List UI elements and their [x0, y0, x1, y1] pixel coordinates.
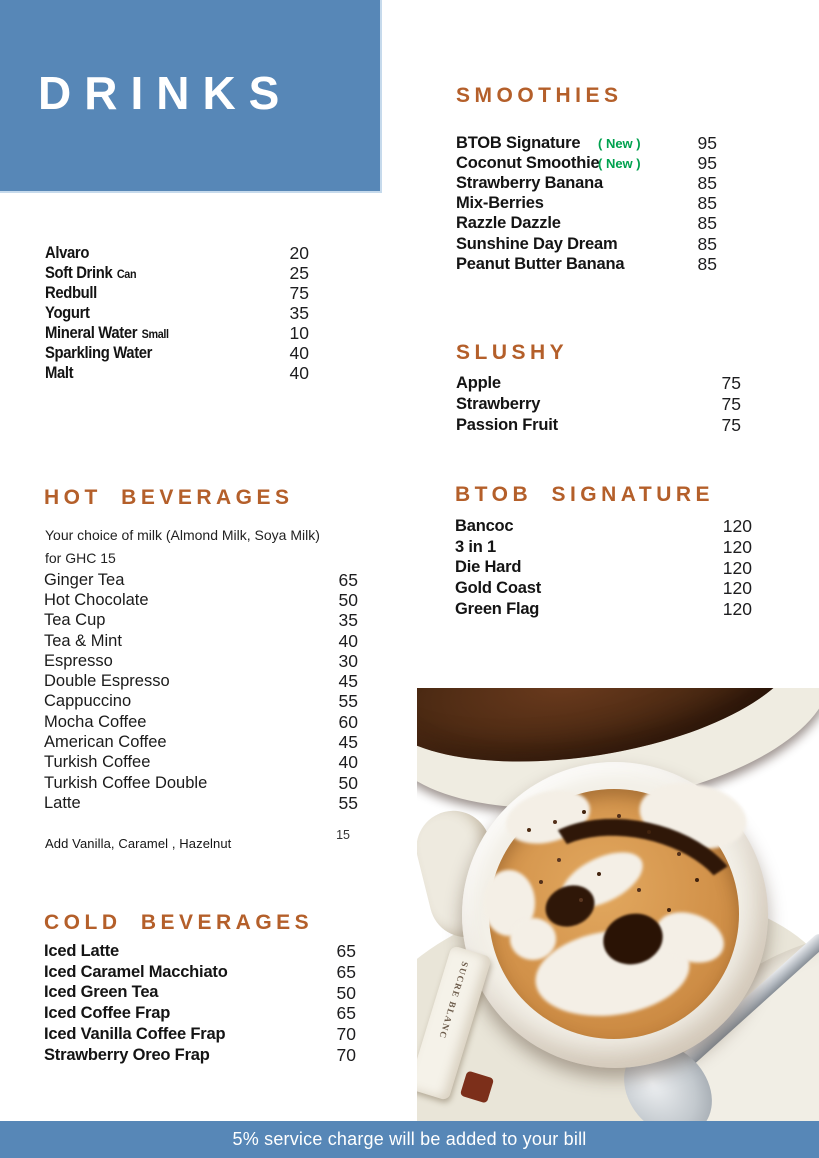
- milk-note: [45, 524, 345, 570]
- hot-beverages-list: [44, 570, 358, 814]
- cocoa-speckles: [527, 828, 531, 832]
- menu-item: [44, 651, 358, 671]
- section-title-slushy: SLUSHY: [456, 341, 569, 364]
- item-new-tag: ( New ): [598, 135, 641, 151]
- item-name: Gold Coast: [455, 579, 542, 598]
- item-price: 75: [721, 373, 741, 393]
- item-price: 85: [697, 253, 717, 274]
- menu-item: [455, 516, 752, 537]
- item-price: 25: [289, 262, 309, 283]
- item-price: 65: [336, 1003, 356, 1024]
- item-name: Soft Drink Can: [45, 263, 137, 282]
- menu-item: [44, 1045, 356, 1066]
- item-name: Malt: [45, 363, 74, 382]
- header-block: [0, 0, 382, 193]
- section-title-btob-signature: BTOB SIGNATURE: [455, 483, 715, 506]
- item-name: Cappuccino: [44, 692, 132, 711]
- milk-note-line1: Your choice of milk (Almond Milk, Soya Milk): [45, 527, 320, 543]
- basic-drinks-list: [45, 243, 309, 383]
- menu-item: [456, 153, 717, 173]
- item-price: 65: [336, 940, 356, 961]
- menu-item: [456, 394, 741, 415]
- item-new-tag: ( New ): [598, 155, 641, 171]
- addon-row: [45, 828, 350, 851]
- item-price: 45: [338, 732, 358, 753]
- item-price: 40: [338, 752, 358, 773]
- menu-item: [44, 753, 358, 773]
- slushy-list: [456, 373, 741, 436]
- item-name: Tea & Mint: [44, 631, 122, 650]
- item-name: Mineral Water Small: [45, 323, 169, 342]
- menu-item: [45, 323, 309, 343]
- addon-price: 15: [336, 828, 350, 842]
- item-name: Sunshine Day Dream: [456, 234, 618, 253]
- menu-item: [44, 983, 356, 1004]
- coffee-photo: [417, 688, 819, 1121]
- item-name: Ginger Tea: [44, 570, 125, 589]
- menu-item: [44, 1024, 356, 1045]
- item-name: Turkish Coffee: [44, 753, 151, 772]
- item-name: Bancoc: [455, 516, 514, 535]
- item-name: Passion Fruit: [456, 416, 558, 434]
- menu-item: [456, 373, 741, 394]
- item-price: 55: [338, 792, 358, 813]
- item-price: 30: [338, 650, 358, 671]
- item-price: 10: [289, 322, 309, 343]
- item-name: Sparkling Water: [45, 343, 153, 362]
- smoothies-list: [456, 133, 717, 274]
- item-price: 65: [338, 569, 358, 590]
- menu-item: [44, 631, 358, 651]
- menu-item: [456, 214, 717, 234]
- item-price: 120: [722, 536, 752, 557]
- menu-item: [45, 263, 309, 283]
- menu-item: [45, 343, 309, 363]
- item-price: 85: [697, 172, 717, 193]
- item-price: 85: [697, 233, 717, 254]
- section-title-cold-beverages: COLD BEVERAGES: [44, 911, 314, 934]
- menu-item: [455, 537, 752, 558]
- item-price: 45: [338, 671, 358, 692]
- menu-item: [44, 941, 356, 962]
- item-price: 35: [289, 302, 309, 323]
- item-name: Apple: [456, 374, 501, 392]
- item-price: 95: [697, 132, 717, 153]
- item-price: 75: [721, 415, 741, 435]
- item-name: Turkish Coffee Double: [44, 773, 208, 792]
- item-name: Coconut Smoothie: [456, 153, 600, 172]
- addon-label: Add Vanilla, Caramel , Hazelnut: [45, 836, 232, 851]
- item-price: 40: [289, 342, 309, 363]
- item-name: Mocha Coffee: [44, 712, 147, 731]
- item-price: 85: [697, 193, 717, 214]
- item-price: 120: [722, 578, 752, 599]
- item-name: Razzle Dazzle: [456, 214, 561, 233]
- item-price: 65: [336, 961, 356, 982]
- menu-item: [45, 283, 309, 303]
- milk-note-line2: for GHC 15: [45, 550, 116, 566]
- page-title: DRINKS: [38, 67, 293, 119]
- menu-item: [456, 194, 717, 214]
- item-price: 55: [338, 691, 358, 712]
- item-name: Peanut Butter Banana: [456, 254, 625, 273]
- item-name: Strawberry Banana: [456, 173, 603, 192]
- item-name: Redbull: [45, 283, 97, 302]
- item-name: Espresso: [44, 651, 113, 670]
- item-name: Double Espresso: [44, 672, 170, 691]
- item-price: 35: [338, 610, 358, 631]
- item-price: 95: [697, 152, 717, 173]
- item-name: Iced Coffee Frap: [44, 1004, 171, 1023]
- item-price: 75: [721, 394, 741, 414]
- section-title-smoothies: SMOOTHIES: [456, 84, 623, 107]
- menu-item: [44, 793, 358, 813]
- item-price: 120: [722, 557, 752, 578]
- item-price: 85: [697, 213, 717, 234]
- item-price: 75: [289, 282, 309, 303]
- item-price: 20: [289, 242, 309, 263]
- menu-item: [44, 773, 358, 793]
- item-name: Strawberry Oreo Frap: [44, 1045, 210, 1064]
- menu-item: [45, 303, 309, 323]
- item-name: American Coffee: [44, 733, 167, 752]
- sugar-packet-text: SUCRE BLANC: [437, 960, 471, 1041]
- menu-item: [44, 671, 358, 691]
- item-name: Strawberry: [456, 395, 541, 413]
- menu-item: [44, 1003, 356, 1024]
- item-name: Hot Chocolate: [44, 590, 149, 609]
- item-price: 40: [338, 630, 358, 651]
- section-title-hot-beverages: HOT BEVERAGES: [44, 486, 294, 509]
- menu-item: [44, 611, 358, 631]
- item-size-suffix: Can: [116, 266, 137, 281]
- item-name: Iced Latte: [44, 941, 120, 960]
- item-price: 70: [336, 1024, 356, 1045]
- footer-bar: [0, 1121, 819, 1158]
- cold-beverages-list: [44, 941, 356, 1066]
- item-size-suffix: Small: [141, 326, 169, 341]
- menu-item: [456, 133, 717, 153]
- menu-item: [44, 712, 358, 732]
- menu-item: [44, 570, 358, 590]
- item-name: Iced Caramel Macchiato: [44, 962, 228, 981]
- item-price: 50: [338, 772, 358, 793]
- menu-item: [456, 415, 741, 436]
- item-name: 3 in 1: [455, 537, 496, 556]
- item-name: Latte: [44, 793, 81, 812]
- menu-item: [456, 254, 717, 274]
- menu-item: [455, 578, 752, 599]
- menu-item: [44, 590, 358, 610]
- menu-item: [45, 363, 309, 383]
- item-name: Mix-Berries: [456, 194, 544, 213]
- menu-item: [45, 243, 309, 263]
- item-price: 60: [338, 711, 358, 732]
- item-name: Alvaro: [45, 243, 90, 262]
- menu-item: [455, 558, 752, 579]
- item-price: 50: [336, 982, 356, 1003]
- item-name: BTOB Signature: [456, 133, 581, 152]
- item-name: Yogurt: [45, 303, 90, 322]
- item-price: 50: [338, 589, 358, 610]
- btob-signature-list: [455, 516, 752, 620]
- item-name: Iced Green Tea: [44, 983, 159, 1002]
- item-name: Die Hard: [455, 558, 522, 577]
- menu-item: [44, 692, 358, 712]
- menu-item: [456, 234, 717, 254]
- menu-item: [44, 962, 356, 983]
- item-name: Iced Vanilla Coffee Frap: [44, 1025, 226, 1044]
- item-name: Green Flag: [455, 600, 540, 619]
- menu-item: [44, 732, 358, 752]
- menu-item: [456, 173, 717, 193]
- item-name: Tea Cup: [44, 611, 106, 630]
- item-price: 120: [722, 599, 752, 620]
- item-price: 70: [336, 1044, 356, 1065]
- service-charge-note: 5% service charge will be added to your bill: [232, 1129, 587, 1149]
- menu-item: [455, 599, 752, 620]
- item-price: 120: [722, 515, 752, 536]
- item-price: 40: [289, 362, 309, 383]
